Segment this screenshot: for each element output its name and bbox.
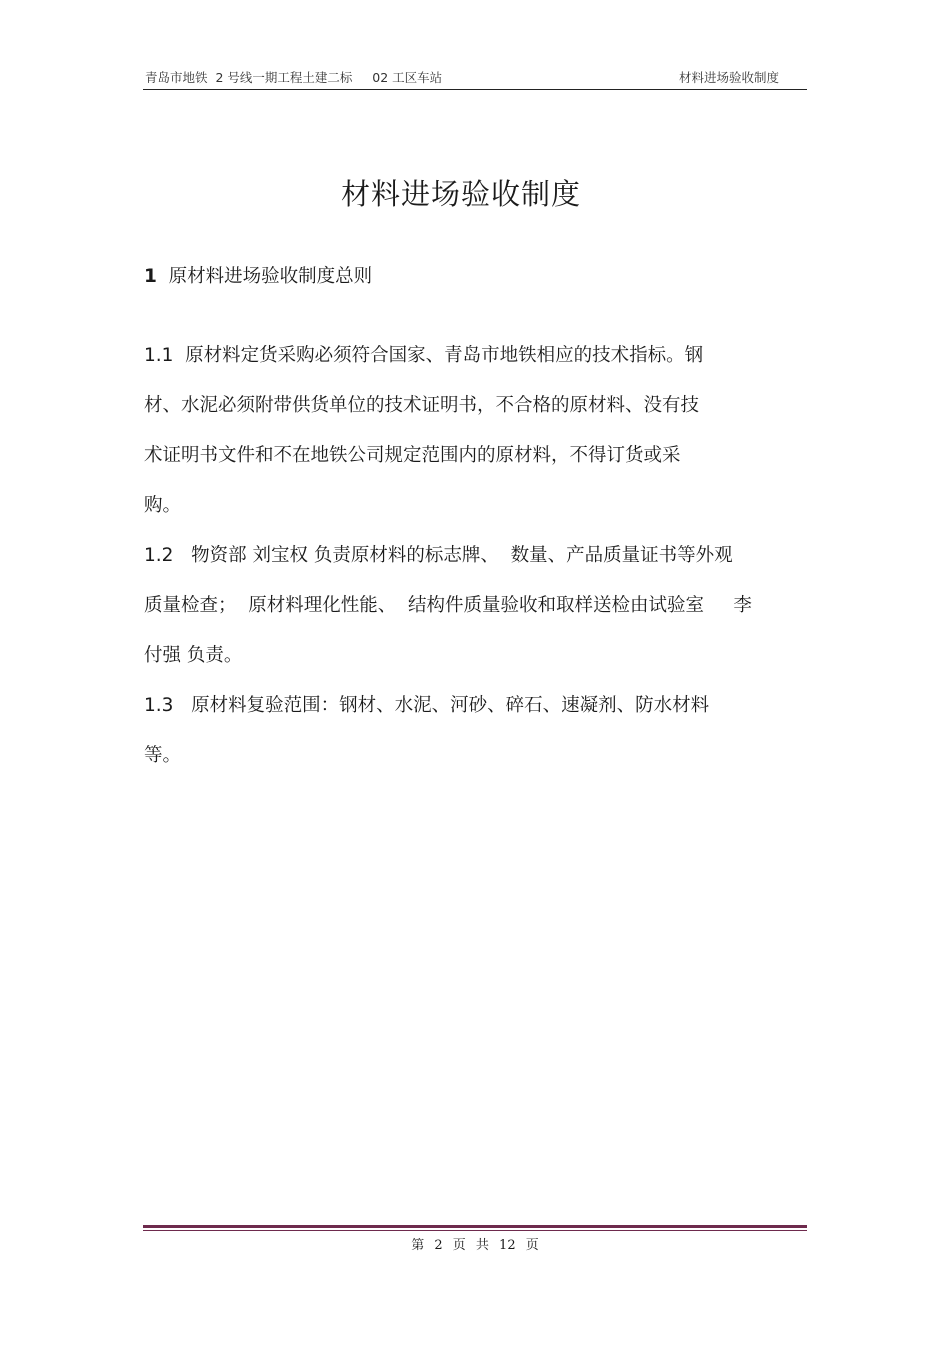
page-title: 材料进场验收制度 [340,177,581,211]
paragraph-1-2-line-2: 质量检查； 原材料理化性能、 结构件质量验收和取样送检由试验室 李 [144,595,752,616]
section-heading [144,262,372,288]
paragraph-1-1-line-3: 术证明书文件和不在地铁公司规定范围内的原材料，不得订货或采 [144,445,681,466]
page-number: 第 2 页 共 12 页 [411,1238,539,1253]
header-divider [143,89,807,90]
paragraph-1-2-line-3: 付强 负责。 [144,645,243,666]
paragraph-1-1-line-2: 材、水泥必须附带供货单位的技术证明书，不合格的原材料、没有技 [144,395,700,416]
section-title: 原材料进场验收制度总则 [168,266,373,287]
footer-divider-thick [143,1225,807,1228]
paragraph-1-3-line-1: 1.3 原材料复验范围：钢材、水泥、河砂、碎石、速凝剂、防水材料 [144,695,710,716]
header-project-name: 青岛市地铁 2 号线一期工程土建二标 02 工区车站 [145,70,443,85]
page-header [143,66,807,88]
paragraph-1-1-line-4: 购。 [144,495,182,516]
paragraph-1-2-line-1: 1.2 物资部 刘宝权 负责原材料的标志牌、 数量、产品质量证书等外观 [144,545,733,566]
header-document-title: 材料进场验收制度 [678,70,779,85]
footer-divider-thin [143,1230,807,1231]
paragraph-1-1-line-1: 1.1 原材料定货采购必须符合国家、青岛市地铁相应的技术指标。钢 [144,345,704,366]
paragraph-1-3-line-2: 等。 [144,745,182,766]
section-number: 1 [144,266,157,287]
